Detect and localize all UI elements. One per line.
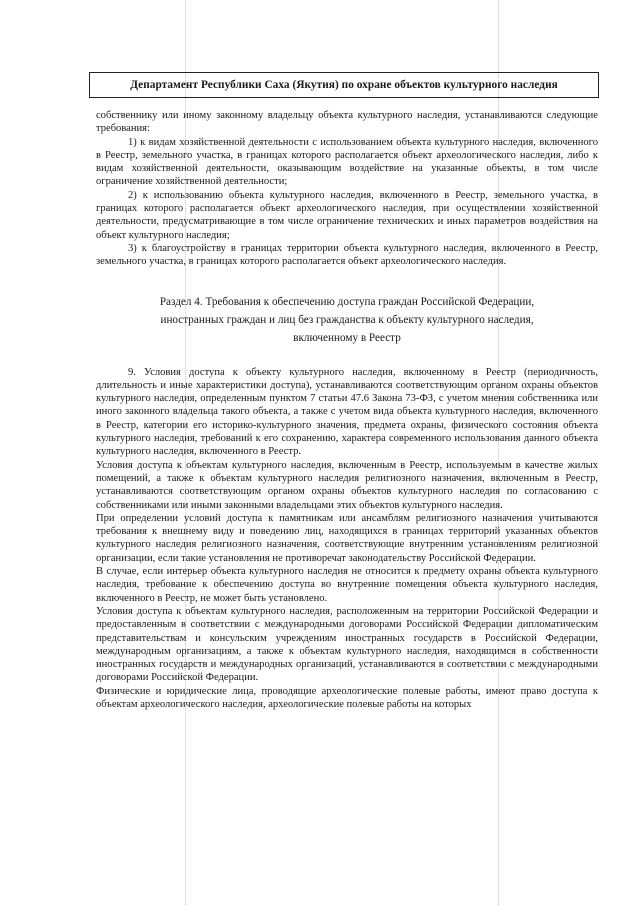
requirement-item-3: 3) к благоустройству в границах территории объекта культурного наследия, включенного в Реестр, земельного участка, в границах которого располагается объект археологического наследия. [96,242,598,268]
requirement-item-2: 2) к использованию объекта культурного наследия, включенного в Реестр, земельного участка, в границах которого располагается объект археологического наследия, при осуществлении хозяйственной деятельности, предусматривающие в том числе ограничение технических и иных параметров воздействия на объект культурного наследия; [96,189,598,241]
section-heading-line: иностранных граждан и лиц без гражданства к объекту культурного наследия, [160,313,534,326]
paragraph: В случае, если интерьер объекта культурного наследия не относится к предмету охраны объекта культурного наследия, требование к обеспечению доступа во внутренние помещения объекта культурного наследия, включенного в Реестр, не может быть установлено. [96,566,598,604]
document-body [96,109,598,711]
header-title: Департамент Республики Саха (Якутия) по охране объектов культурного наследия [130,79,558,91]
requirement-item-1: 1) к видам хозяйственной деятельности с использованием объекта культурного наследия, включенного в Реестр, земельного участка, в границах которого располагается объект археологического наследия, либо к видам хозяйственной деятельности, оказывающим воздействие на указанные объекты, в том числе ограничение хозяйственной деятельности; [96,136,598,188]
clause-9-paragraph: 9. Условия доступа к объекту культурного наследия, включенному в Реестр (периодичность, длительность и иные характеристики доступа), устанавливаются соответствующим органом охраны объектов культурного наследия, определенным пунктом 7 статьи 47.6 Закона 73-ФЗ, с учетом мнения собственника или иного законного владельца такого объекта, а также с учетом вида объекта культурного наследия, включенного в Реестр, категории его историко-культурного значения, предмета охраны, физического состояния объекта культурного наследия, требований к его сохранению, характера современного использования данного объекта культурного наследия, включенного в Реестр. [96,366,598,458]
section-heading-line: включенному в Реестр [293,331,401,344]
paragraph: собственнику или иному законному владельцу объекта культурного наследия, устанавливаются следующие требования: [96,110,598,135]
paragraph: При определении условий доступа к памятникам или ансамблям религиозного назначения учитываются требования к внешнему виду и поведению лиц, находящихся в границах территорий указанных объектов культурного наследия религиозного назначения, соответствующие внутренним установлениям религиозной организации, если такие установления не противоречат законодательству Российской Федерации. [96,512,598,564]
section-heading-line: Раздел 4. Требования к обеспечению доступа граждан Российской Федерации, [159,295,535,308]
paragraph: Условия доступа к объектам культурного наследия, расположенным на территории Российской Федерации и предоставленным в соответствии с международными договорами Российской Федерации дипломатическим представительствам и консульским учреждениям иностранных государств в Российской Федерации, международным организациям, а также к объектам культурного наследия, находящимся в собственности иностранных государств и международных организаций, устанавливаются в соответствии с международными договорами Российской Федерации. [96,605,598,684]
section-heading [96,293,598,347]
document-header [89,72,599,98]
paragraph: Физические и юридические лица, проводящие археологические полевые работы, имеют право доступа к объектам археологического наследия, археологические полевые работы на которых [96,685,598,710]
paragraph: Условия доступа к объектам культурного наследия, включенным в Реестр, используемым в качестве жилых помещений, а также к объектам культурного наследия религиозного назначения, включенным в Реестр, устанавливаются соответствующим органом охраны объектов культурного наследия по согласованию с собственниками или иными законными владельцами этих объектов культурного наследия. [96,459,598,511]
